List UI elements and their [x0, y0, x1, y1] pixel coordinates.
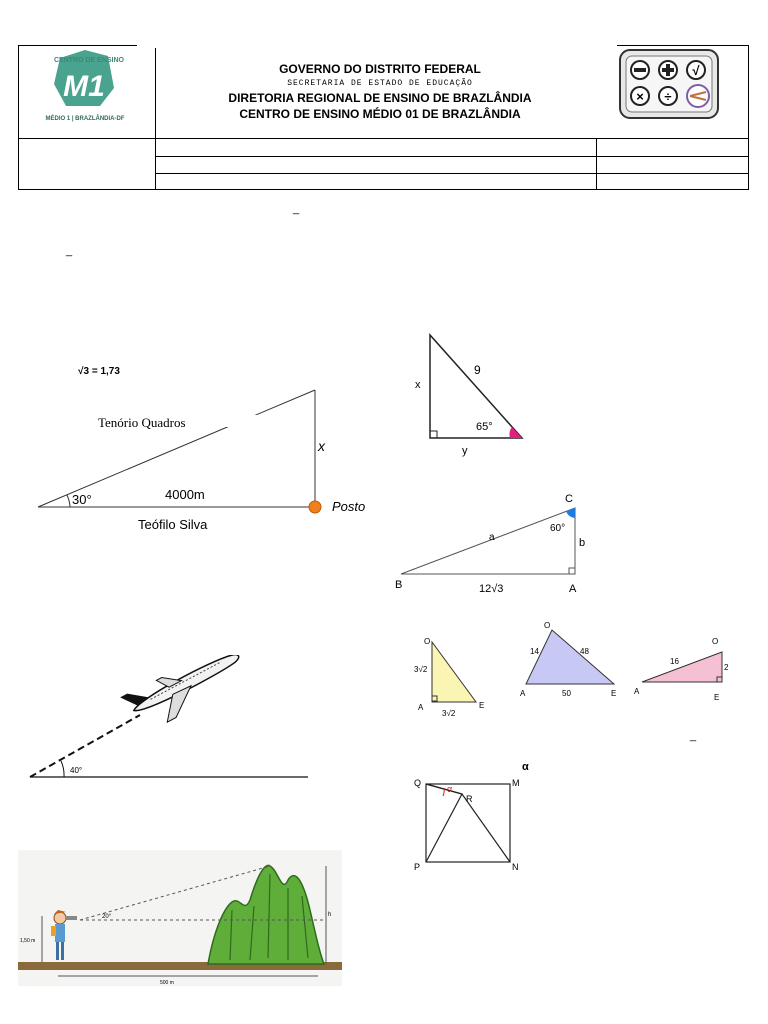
header-row-line [18, 138, 749, 139]
tri1-y: y [462, 445, 468, 457]
child-icon [51, 910, 77, 960]
figure-square [410, 758, 530, 873]
svg-text:MÉDIO 1 | BRAZLÂNDIA-DF: MÉDIO 1 | BRAZLÂNDIA-DF [45, 116, 125, 122]
svg-text:M1: M1 [63, 70, 105, 103]
tri2-A: A [569, 583, 577, 595]
tri3a-a: A [418, 703, 424, 712]
tri3c-e: E [714, 693, 720, 702]
square-r: R [466, 794, 473, 804]
plane-angle: 40° [70, 766, 83, 775]
dash-mark: _ [66, 245, 73, 257]
tri3c-leg: 2 [724, 663, 729, 672]
mountain-h: h [328, 912, 332, 918]
figure-mountain [18, 850, 342, 986]
tri2-B: B [395, 579, 403, 591]
svg-text:CENTRO DE ENSINO: CENTRO DE ENSINO [54, 57, 125, 64]
distance-label: 4000m [165, 487, 205, 502]
svg-text:÷: ÷ [664, 89, 672, 104]
tri3a-leg2: 3√2 [442, 709, 456, 718]
tri2-a: a [489, 532, 495, 543]
tri2-b: b [579, 537, 586, 549]
header-row-line [155, 156, 749, 157]
tri1-x: x [415, 379, 421, 391]
calculator-icon [618, 48, 720, 125]
dash-mark: _ [293, 203, 300, 215]
tri3b-o: O [544, 621, 551, 630]
secretaria-title: SECRETARIA DE ESTADO DE EDUCAÇÃO [287, 79, 473, 88]
side-x-label: x [318, 438, 325, 454]
figure-airplane [28, 655, 310, 785]
tri3a-leg1: 3√2 [414, 665, 428, 674]
header-divider [155, 45, 156, 190]
square-alpha-top: α [522, 761, 529, 773]
tri3c-o: O [712, 637, 719, 646]
tri3b-a: A [520, 689, 526, 698]
mountain-angle: 20° [102, 914, 112, 920]
tri3b-s1: 14 [530, 647, 539, 656]
tri3b-e: E [611, 689, 617, 698]
figure-triangle-65 [410, 330, 540, 460]
sqrt-note: √3 = 1,73 [78, 366, 120, 377]
centro-title: CENTRO DE ENSINO MÉDIO 01 DE BRAZLÂNDIA [239, 107, 521, 121]
figure-triangle-60 [393, 488, 593, 596]
tri3c-a: A [634, 687, 640, 696]
tri2-angle: 60° [550, 523, 566, 534]
tri2-c: C [565, 493, 573, 505]
square-m: M [512, 778, 520, 788]
tri2-base: 12√3 [479, 583, 504, 595]
square-alpha: α [447, 784, 453, 794]
figure-triangle-blue [514, 618, 624, 702]
svg-text:√: √ [692, 63, 700, 78]
angle-label: 30° [72, 492, 92, 507]
street-top-label: Tenório Quadros [98, 415, 186, 430]
square-p: P [414, 862, 421, 872]
figure-streets [30, 355, 385, 540]
figure-triangle-pink [632, 632, 732, 704]
svg-text:×: × [636, 89, 644, 104]
tri3b-base: 50 [562, 689, 571, 698]
tri1-angle: 65° [476, 421, 493, 433]
gov-title: GOVERNO DO DISTRITO FEDERAL [279, 62, 481, 76]
tri3a-o: O [424, 637, 431, 646]
tri3c-hyp: 16 [670, 657, 679, 666]
square-q: Q [414, 778, 422, 788]
header-row-line [155, 173, 749, 174]
header-col-line [596, 138, 597, 190]
figure-triangle-yellow [412, 632, 492, 720]
dash-mark: _ [690, 730, 697, 742]
tri3b-s2: 48 [580, 647, 589, 656]
street-bottom-label: Teófilo Silva [138, 517, 208, 532]
tri1-hyp: 9 [474, 363, 481, 377]
diretoria-title: DIRETORIA REGIONAL DE ENSINO DE BRAZLÂNDIA [228, 91, 532, 105]
school-logo [30, 48, 140, 128]
airplane-icon [120, 655, 250, 736]
tri3a-e: E [479, 701, 485, 710]
mountain-height: 1,50 m [20, 938, 36, 944]
posto-label: Posto [332, 499, 366, 514]
mountain-distance: 500 m [160, 980, 174, 986]
square-n: N [512, 862, 519, 872]
